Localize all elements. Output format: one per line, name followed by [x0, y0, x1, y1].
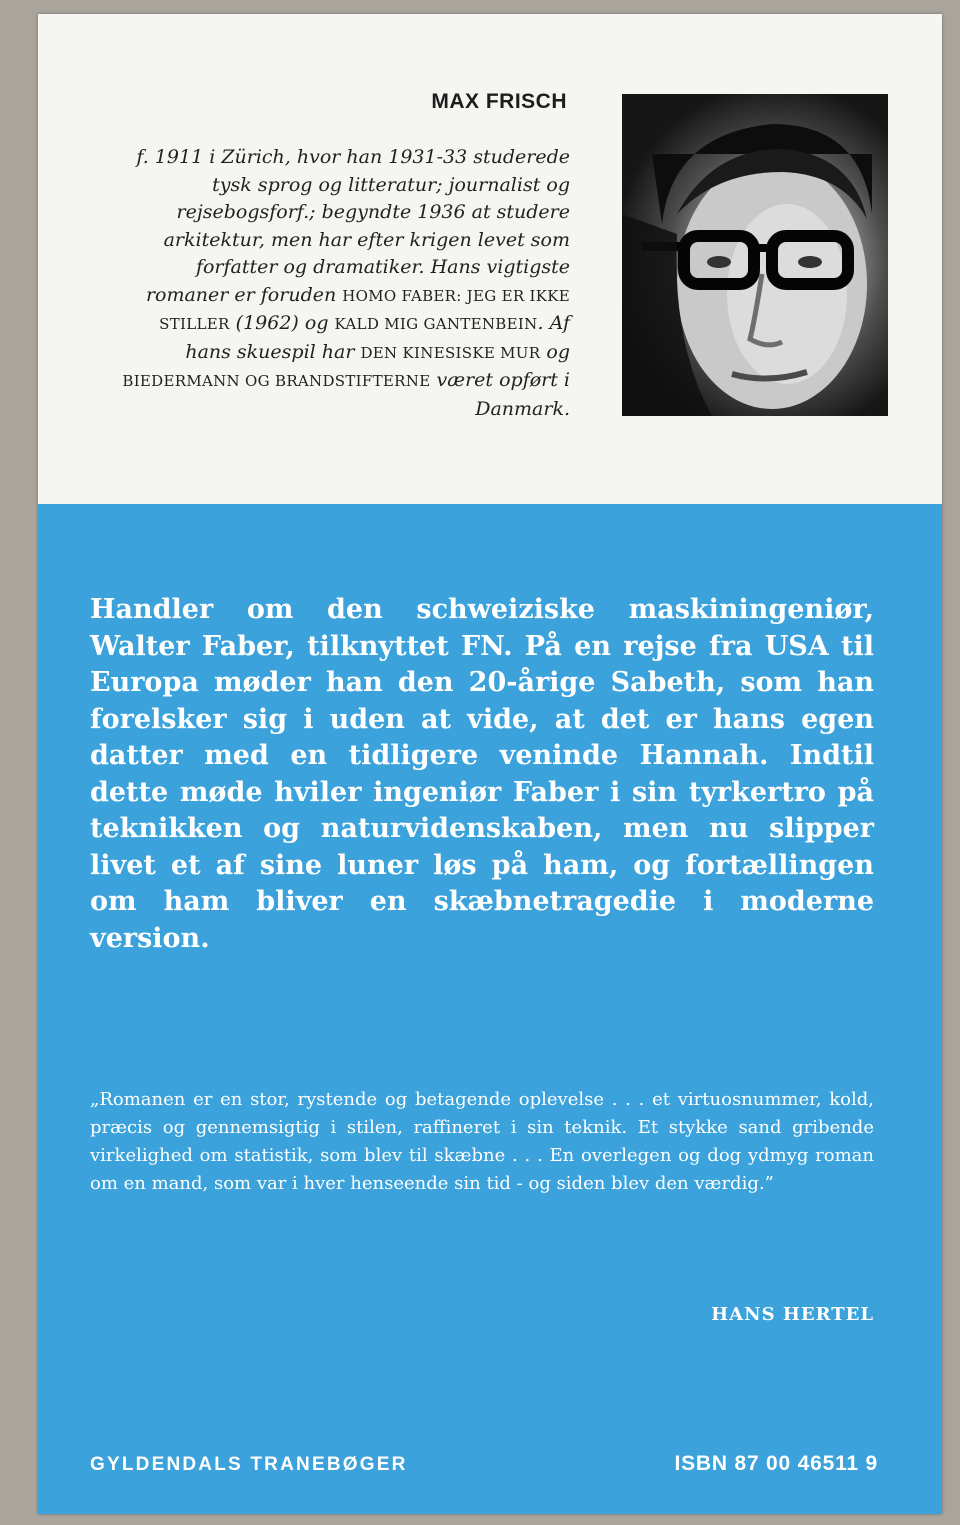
- author-name: MAX FRISCH: [431, 90, 567, 113]
- bio-title-biedermann: BIEDERMANN OG BRANDSTIFTERNE: [122, 372, 431, 390]
- portrait-illustration: [622, 94, 888, 416]
- bio-segment: . Af hans skuespil har: [185, 312, 570, 363]
- bio-segment: været opført i Danmark.: [430, 369, 570, 420]
- bio-title-kinesiske-mur: DEN KINESISKE MUR: [360, 343, 541, 362]
- author-portrait: [622, 94, 888, 416]
- review-quote: „Romanen er en stor, rystende og betagende oplevelse . . . et virtuosnummer, kold, præcis og gennemsigtig i stilen, raffineret i sin teknik. Et stykke sand gribende virkelighed om statistik, som blev til skæbne . . . En overlegen og dog ydmyg roman om en mand, som var i hver henseende sin tid - og siden blev den værdig.”: [90, 1089, 874, 1194]
- bio-segment: (1962) og: [229, 312, 335, 334]
- book-blurb: Handler om den schweiziske maskiningeniør, Walter Faber, tilknyttet FN. På en rejse fra USA til Europa møder han den 20-årige Sabeth, som han forelsker sig i uden at vide, at det er hans egen datter med en tidligere veninde Hannah. Indtil dette møde hviler ingeniør Faber i sin tyrkertro på teknikken og naturvidenskaben, men nu slipper livet et af sine luner løs på ham, og fortællingen om ham bliver en skæbnetragedie i moderne version.: [90, 594, 874, 954]
- review-author: HANS HERTEL: [711, 1304, 874, 1325]
- bio-segment: og: [540, 340, 570, 363]
- book-back-cover: [38, 14, 942, 1514]
- bio-title-homo-faber: HOMO FABER: JEG ER IKKE STILLER: [159, 286, 570, 333]
- bio-segment: f. 1911 i Zürich, hvor han 1931-33 studerede tysk sprog og litteratur; journalist og rejsebogsforf.; begyndte 1936 at studere arkitektur, men har efter krigen levet som forfatter og dramatiker. Hans vigtigste romaner er foruden: [136, 146, 570, 306]
- author-bio: [118, 144, 570, 423]
- description-panel: [38, 504, 942, 1514]
- bio-title-gantenbein: KALD MIG GANTENBEIN: [334, 315, 538, 333]
- isbn-number: ISBN 87 00 46511 9: [674, 1452, 878, 1475]
- author-section: [38, 14, 942, 504]
- publisher-name: GYLDENDALS TRANEBØGER: [90, 1454, 408, 1475]
